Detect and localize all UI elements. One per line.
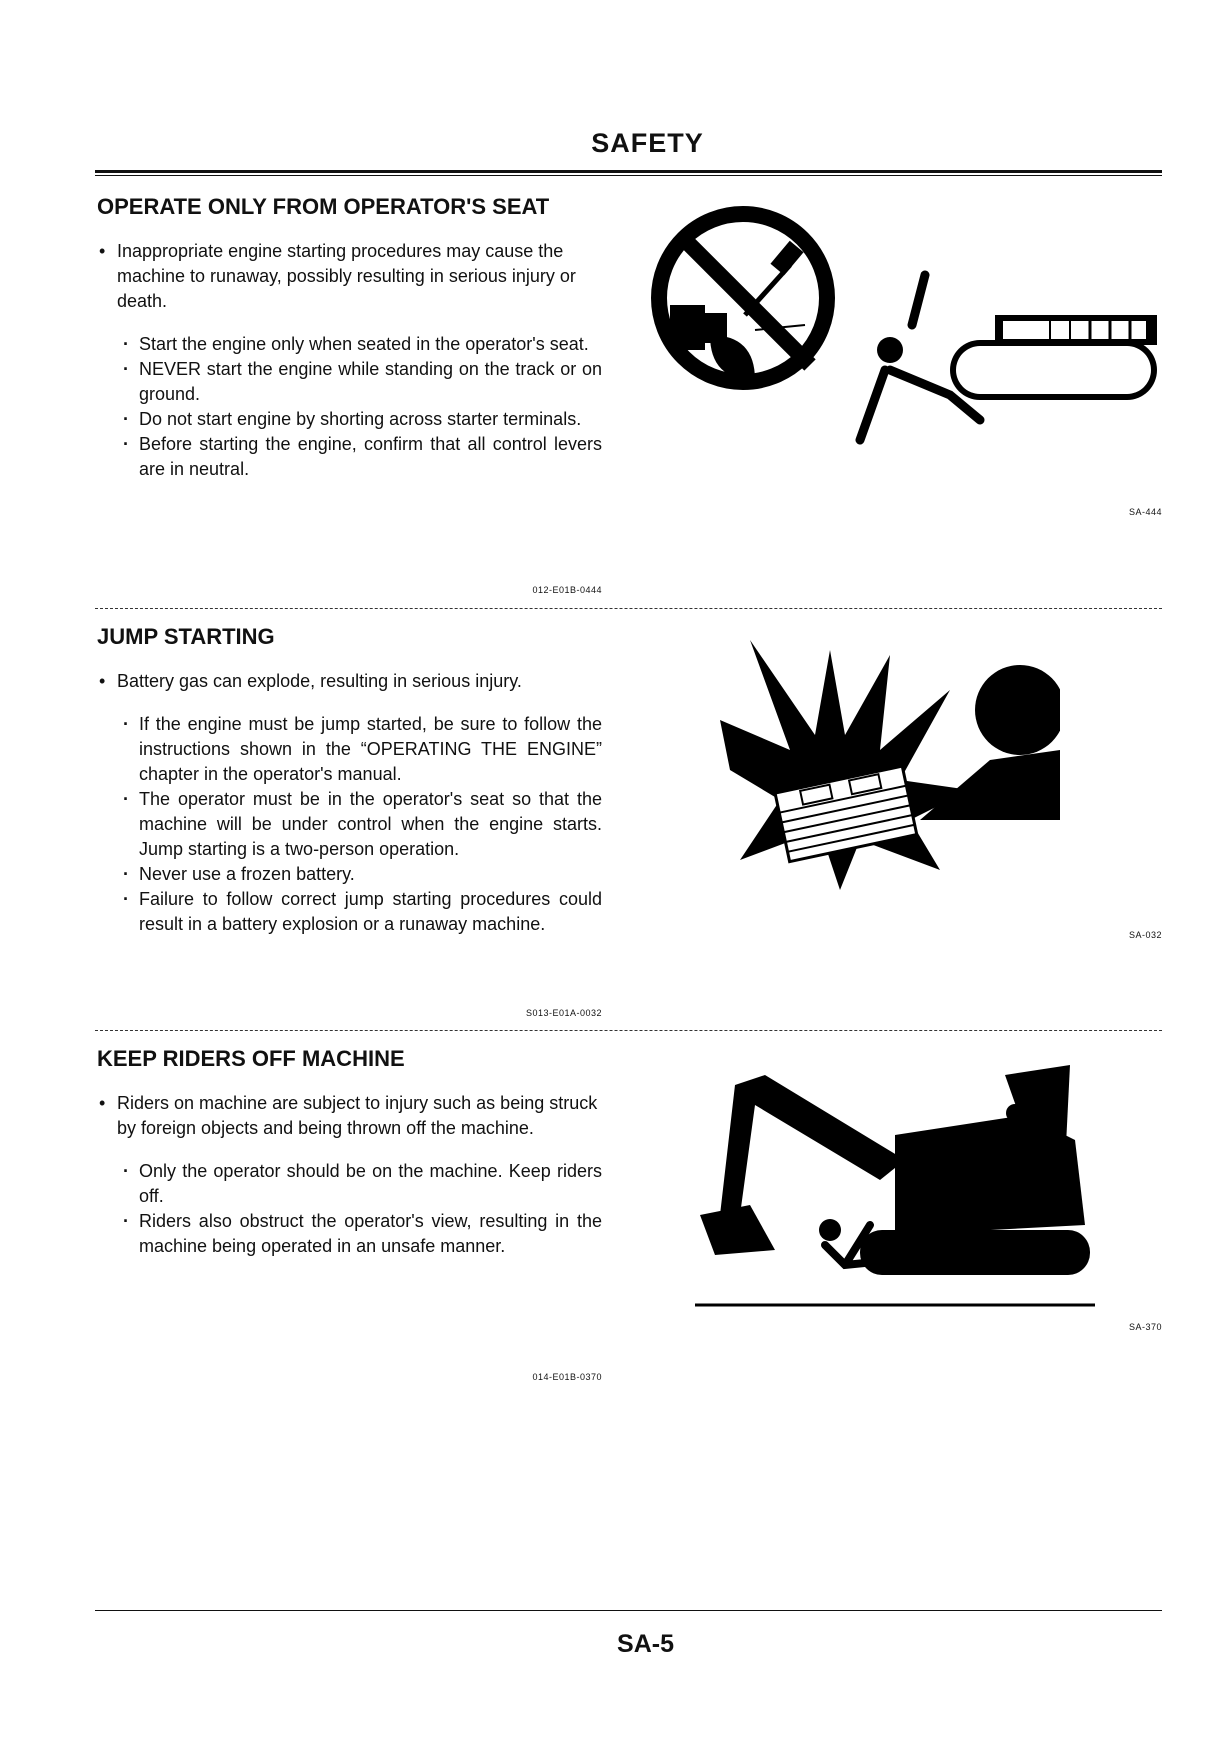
section-bullet: • Inappropriate engine starting procedures may cause the machine to runaway, possibly resulting in serious injury or death. (97, 239, 602, 314)
section-title: JUMP STARTING (97, 624, 275, 649)
header-rule-thin (95, 175, 1162, 176)
footer-rule (95, 1610, 1162, 1611)
page-title: SAFETY (591, 128, 704, 158)
list-item: · Only the operator should be on the machine. Keep riders off. (139, 1159, 602, 1209)
list-item: · Riders also obstruct the operator's view, resulting in the machine being operated in an unsafe manner. (139, 1209, 602, 1259)
section-title: KEEP RIDERS OFF MACHINE (97, 1046, 405, 1071)
reference-code: S013-E01A-0032 (525, 1008, 602, 1018)
figure-code: SA-444 (1128, 507, 1162, 517)
riders-on-machine-illustration (695, 1065, 1095, 1315)
no-start-warning-illustration (650, 205, 1162, 460)
section-title: OPERATE ONLY FROM OPERATOR'S SEAT (97, 194, 550, 219)
page-number: SA-5 (617, 1630, 674, 1658)
figure-code: SA-032 (1128, 930, 1162, 940)
list-item: · Do not start engine by shorting across starter terminals. (139, 407, 602, 432)
list-item: · NEVER start the engine while standing on the track or on ground. (139, 357, 602, 407)
section-bullet: • Battery gas can explode, resulting in serious injury. (97, 669, 602, 694)
list-item: · Before starting the engine, confirm that all control levers are in neutral. (139, 432, 602, 482)
reference-code: 014-E01B-0370 (532, 1372, 602, 1382)
section-keep-riders-off (97, 1046, 602, 1259)
list-item: · Never use a frozen battery. (139, 862, 602, 887)
reference-code: 012-E01B-0444 (532, 585, 602, 595)
section-divider (95, 1030, 1162, 1032)
list-item: · Failure to follow correct jump starting procedures could result in a battery explosion or a runaway machine. (139, 887, 602, 937)
list-item: · If the engine must be jump started, be sure to follow the instructions shown in the “OPERATING THE ENGINE” chapter in the operator's manual. (139, 712, 602, 787)
instruction-list (97, 332, 602, 482)
header-rule (95, 170, 1162, 173)
instruction-list (97, 1159, 602, 1259)
figure-code: SA-370 (1128, 1322, 1162, 1332)
section-operate-from-seat (97, 194, 602, 482)
section-jump-starting (97, 624, 602, 937)
list-item: · The operator must be in the operator's seat so that the machine will be under control when the engine starts. Jump starting is a two-person operation. (139, 787, 602, 862)
section-bullet: • Riders on machine are subject to injury such as being struck by foreign objects and being thrown off the machine. (97, 1091, 602, 1141)
section-divider (95, 608, 1162, 610)
battery-explosion-illustration (720, 640, 1060, 895)
list-item: · Start the engine only when seated in the operator's seat. (139, 332, 602, 357)
instruction-list (97, 712, 602, 937)
